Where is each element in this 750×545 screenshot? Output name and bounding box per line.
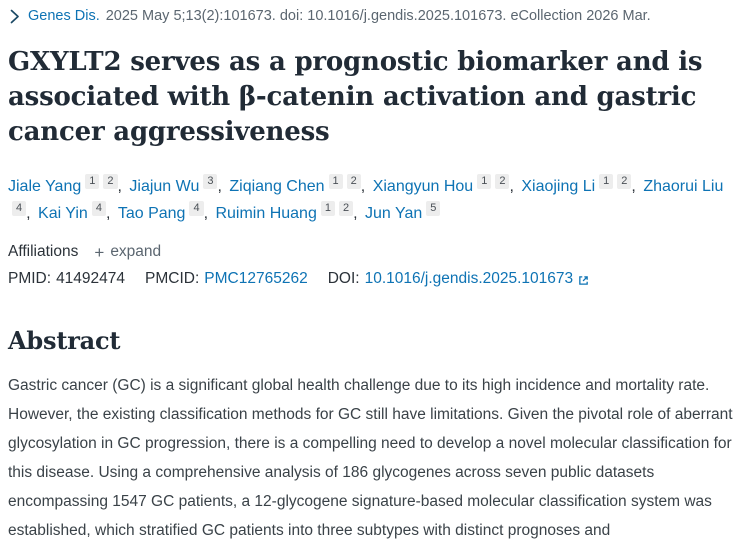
affiliation-superscript[interactable]: 2 <box>339 201 353 216</box>
expand-label: expand <box>110 243 162 260</box>
author-separator: , <box>631 178 641 195</box>
identifiers-row <box>8 270 742 288</box>
doi-link[interactable] <box>365 270 591 288</box>
citation-details: 2025 May 5;13(2):101673. doi: 10.1016/j.gendis.2025.101673. eCollection 2026 Mar. <box>105 8 651 24</box>
pmcid-group <box>145 270 308 288</box>
affiliation-superscript[interactable]: 2 <box>103 174 117 189</box>
author-separator: , <box>105 205 115 222</box>
author-separator: , <box>509 178 519 195</box>
affiliation-superscript[interactable]: 4 <box>189 201 203 216</box>
affiliation-superscript[interactable]: 1 <box>85 174 99 189</box>
affiliation-superscript[interactable]: 4 <box>12 201 26 216</box>
external-link-icon <box>577 274 590 287</box>
author-link[interactable]: Jiale Yang <box>8 178 82 195</box>
doi-group <box>328 270 590 288</box>
author-separator: , <box>117 178 127 195</box>
affiliation-superscript[interactable]: 1 <box>599 174 613 189</box>
affiliation-superscript[interactable]: 3 <box>203 174 217 189</box>
pmid-group <box>8 270 125 288</box>
abstract-body: Gastric cancer (GC) is a significant global health challenge due to its high incidence and mortality rate. However, the existing classification methods for GC still have limitations. Given the pivotal role of aberrant glycosylation in GC progression, there is a compelling need to develop a novel molecular classification for this disease. Using a comprehensive analysis of 186 glycogenes across seven public datasets encompassing 1547 GC patients, a 12-glycogene signature-based molecular classification <box>8 377 733 510</box>
author-separator: , <box>203 205 213 222</box>
abstract-text <box>8 371 742 545</box>
article-title: GXYLT2 serves as a prognostic biomarker and is associated with β-catenin activation and gastric cancer aggressiveness <box>8 47 703 147</box>
author-separator: , <box>26 205 36 222</box>
affiliation-superscript[interactable]: 5 <box>426 201 440 216</box>
author-separator: , <box>360 178 370 195</box>
author-separator: , <box>353 205 362 222</box>
abstract-truncated-line: system was established, which stratified GC patients into three subtypes with distinct prognoses and <box>8 493 712 539</box>
author-link[interactable]: Kai Yin <box>38 205 88 222</box>
affiliation-superscript[interactable]: 1 <box>321 201 335 216</box>
author-link[interactable]: Tao Pang <box>117 205 186 222</box>
pmid-label: PMID: <box>8 270 52 287</box>
affiliation-superscript[interactable]: 2 <box>495 174 509 189</box>
plus-icon: + <box>94 242 105 262</box>
affiliations-label: Affiliations <box>8 243 79 260</box>
affiliation-superscript[interactable]: 2 <box>347 174 361 189</box>
doi-label: DOI: <box>327 270 360 287</box>
author-link[interactable]: Ruimin Huang <box>215 205 317 222</box>
affiliations-row <box>8 243 742 261</box>
affiliation-superscript[interactable]: 2 <box>617 174 631 189</box>
pmid-value: 41492474 <box>56 270 126 287</box>
chevron-right-icon <box>8 9 21 24</box>
author-link[interactable]: Jiajun Wu <box>129 178 200 195</box>
expand-affiliations-button[interactable] <box>94 243 161 261</box>
author-link[interactable]: Zhaorui Liu <box>643 178 724 195</box>
citation-row <box>8 8 742 24</box>
pmcid-label: PMCID: <box>145 270 200 287</box>
author-link[interactable]: Xiaojing Li <box>521 178 596 195</box>
author-separator: , <box>217 178 227 195</box>
author-link[interactable]: Ziqiang Chen <box>229 178 325 195</box>
author-link[interactable]: Xiangyun Hou <box>372 178 474 195</box>
authors-list <box>8 173 738 227</box>
affiliation-superscript[interactable]: 1 <box>477 174 491 189</box>
author-link[interactable]: Jun Yan <box>365 205 423 222</box>
abstract-heading: Abstract <box>8 326 121 355</box>
affiliation-superscript[interactable]: 4 <box>92 201 106 216</box>
doi-value: 10.1016/j.gendis.2025.101673 <box>364 270 574 287</box>
journal-link[interactable]: Genes Dis. <box>28 8 100 24</box>
affiliation-superscript[interactable]: 1 <box>329 174 343 189</box>
pmcid-link[interactable]: PMC12765262 <box>204 270 308 287</box>
